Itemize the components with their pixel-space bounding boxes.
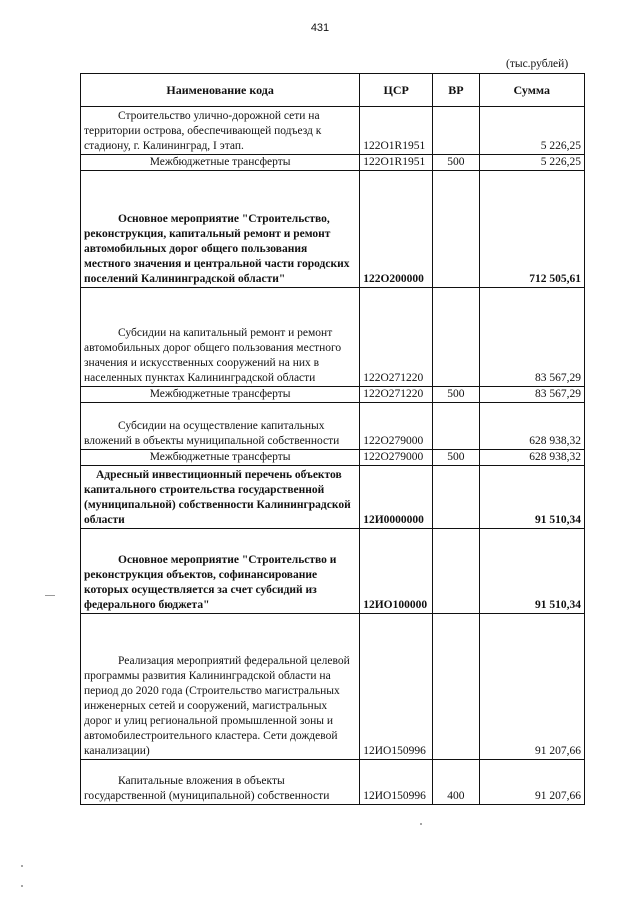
table-row bbox=[81, 155, 585, 171]
row-sum: 91 207,66 bbox=[479, 614, 584, 760]
row-csr: 122О279000 bbox=[360, 403, 433, 450]
row-name: Основное мероприятие "Строительство и реконструкция объектов, софинансирование которых осуществляется за счет субсидий из федерального бюджета" bbox=[84, 554, 337, 611]
row-csr: 122О271220 bbox=[360, 288, 433, 387]
table-row bbox=[81, 171, 585, 288]
table-row bbox=[81, 288, 585, 387]
row-name: Межбюджетные трансферты bbox=[81, 450, 360, 466]
row-sum: 5 226,25 bbox=[479, 107, 584, 155]
row-name: Капитальные вложения в объекты государственной (муниципальной) собственности bbox=[84, 775, 330, 802]
row-vr bbox=[433, 529, 479, 614]
table-row bbox=[81, 107, 585, 155]
header-name: Наименование кода bbox=[81, 74, 360, 107]
row-name: Адресный инвестиционный перечень объектов капитального строительства государственной (муниципальной) собственности Калининградской области bbox=[84, 469, 351, 526]
row-sum: 83 567,29 bbox=[479, 387, 584, 403]
row-vr bbox=[433, 288, 479, 387]
row-csr: 122О1R1951 bbox=[360, 107, 433, 155]
row-vr bbox=[433, 171, 479, 288]
units-label: (тыс.рублей) bbox=[506, 58, 569, 70]
header-sum: Сумма bbox=[479, 74, 584, 107]
row-csr: 12ИО150996 bbox=[360, 614, 433, 760]
table-row bbox=[81, 529, 585, 614]
row-name: Субсидии на капитальный ремонт и ремонт автомобильных дорог общего пользования местного значения и искусственных сооружений на них в населенных пунктах Калининградской области bbox=[84, 327, 342, 384]
row-sum: 712 505,61 bbox=[479, 171, 584, 288]
table-header-row bbox=[81, 74, 585, 107]
row-sum: 628 938,32 bbox=[479, 403, 584, 450]
row-name: Субсидии на осуществление капитальных вложений в объекты муниципальной собственности bbox=[84, 420, 340, 447]
table-row bbox=[81, 466, 585, 529]
row-csr: 122О1R1951 bbox=[360, 155, 433, 171]
row-name: Строительство улично-дорожной сети на территории острова, обеспечивающей подъезд к стадиону, г. Калининград, I этап. bbox=[84, 110, 322, 152]
table-row bbox=[81, 450, 585, 466]
row-csr: 12ИО150996 bbox=[360, 760, 433, 805]
header-csr: ЦСР bbox=[360, 74, 433, 107]
table-row bbox=[81, 403, 585, 450]
row-vr: 500 bbox=[433, 155, 479, 171]
row-sum: 91 510,34 bbox=[479, 529, 584, 614]
row-vr: 500 bbox=[433, 387, 479, 403]
row-name: Реализация мероприятий федеральной целевой программы развития Калининградской области на период до 2020 года (Строительство магистральных инженерных сетей и сооружений, магистральных дорог и улиц региональной промышленной зоны и автомобилестроительного кластера. Сети дождевой канализации) bbox=[84, 655, 350, 757]
row-csr: 12ИО100000 bbox=[360, 529, 433, 614]
row-csr: 122О271220 bbox=[360, 387, 433, 403]
row-sum: 91 510,34 bbox=[479, 466, 584, 529]
row-vr bbox=[433, 403, 479, 450]
row-name: Межбюджетные трансферты bbox=[81, 155, 360, 171]
scan-dot bbox=[21, 865, 23, 867]
row-vr: 500 bbox=[433, 450, 479, 466]
row-sum: 628 938,32 bbox=[479, 450, 584, 466]
row-sum: 91 207,66 bbox=[479, 760, 584, 805]
scan-dot bbox=[21, 885, 23, 887]
margin-mark bbox=[45, 595, 55, 596]
row-csr: 122О200000 bbox=[360, 171, 433, 288]
table-row bbox=[81, 760, 585, 805]
row-name: Основное мероприятие "Строительство, реконструкция, капитальный ремонт и ремонт автомобильных дорог общего пользования местного значения и центральной части городских поселений Калининградской области" bbox=[84, 213, 350, 285]
page-number: 431 bbox=[310, 22, 330, 34]
table-row bbox=[81, 387, 585, 403]
budget-table bbox=[80, 73, 585, 805]
row-sum: 5 226,25 bbox=[479, 155, 584, 171]
row-vr bbox=[433, 614, 479, 760]
table-row bbox=[81, 614, 585, 760]
row-csr: 12И0000000 bbox=[360, 466, 433, 529]
row-csr: 122О279000 bbox=[360, 450, 433, 466]
row-vr: 400 bbox=[433, 760, 479, 805]
scan-dot bbox=[420, 823, 422, 825]
row-name: Межбюджетные трансферты bbox=[81, 387, 360, 403]
row-sum: 83 567,29 bbox=[479, 288, 584, 387]
row-vr bbox=[433, 107, 479, 155]
row-vr bbox=[433, 466, 479, 529]
header-vr: ВР bbox=[433, 74, 479, 107]
